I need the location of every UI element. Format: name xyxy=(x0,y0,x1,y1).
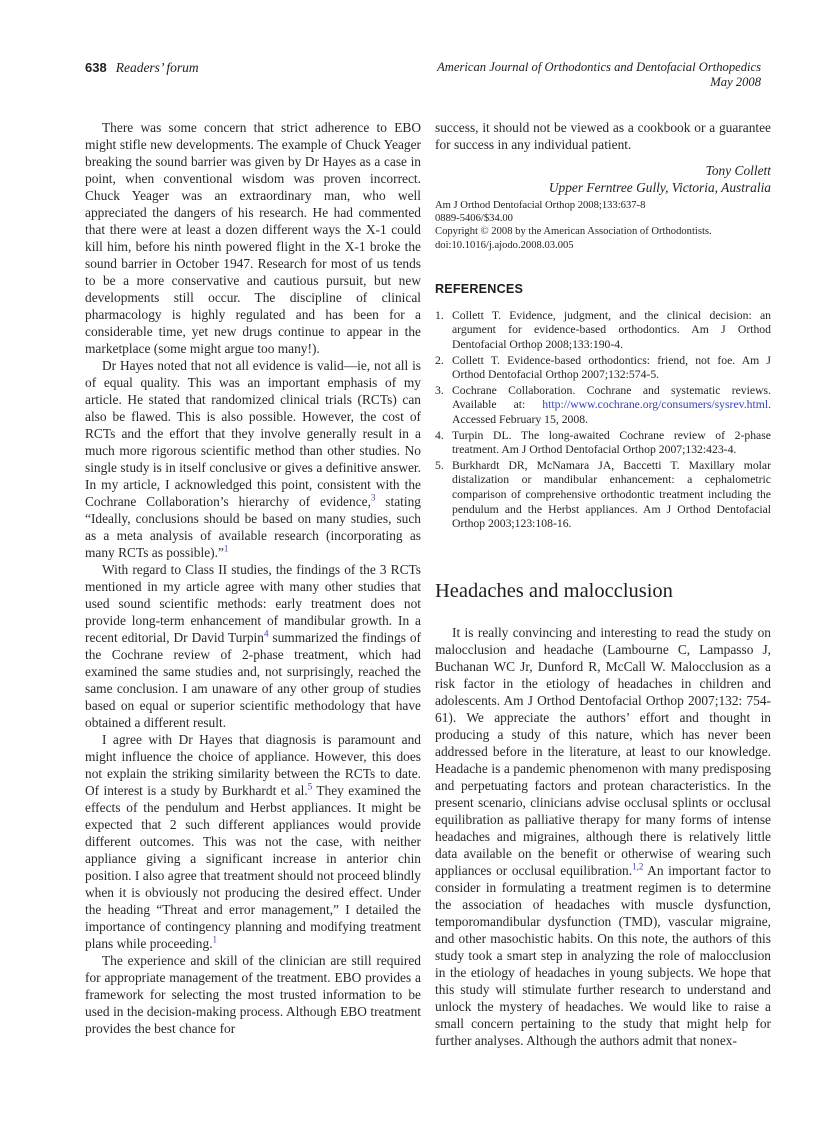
reference-text xyxy=(452,459,771,532)
reference-number: 3. xyxy=(435,383,444,397)
text-run: Collett T. Evidence-based orthodontics: friend, not foe. Am J Orthod Dentofacial Orthop 2007;132:574-5. xyxy=(452,353,771,382)
text-run: Cochrane Collaboration. Cochrane and systematic reviews. Available at: xyxy=(452,383,771,412)
text-run: Dr Hayes noted that not all evidence is valid—ie, not all is of equal quality. This was an important emphasis of my article. He stated that randomized clinical trials (RCTs) can also be flawed. This is also possible. However, the cost of RCTs and the effort that they involve generally result in a much more rigorous scientific method than other studies. No single study is in itself conclusive or gives a definitive answer. In my article, I acknowledged this point, consistent with the Cochrane Collaboration’s hierarchy of evidence, xyxy=(85,358,421,509)
signature-name: Tony Collett xyxy=(705,163,771,178)
article-title: Headaches and malocclusion xyxy=(435,579,673,602)
text-run: Burkhardt DR, McNamara JA, Baccetti T. Maxillary molar distalization or mandibular enhancement: a cephalometric comparison of comprehensive orthodontic treatment including the pendulum and the Herbst appliances. Am J Orthod Dentofacial Orthop 2003;123:108-16. xyxy=(452,458,771,531)
text-run: They examined the effects of the pendulum and Herbst appliances. It might be expected that 2 such different appliances would provide different outcomes. This was not the case, with neither appliance giving a significant increase in anterior chin position. I also agree that treatment should not proceed blindly when it is obviously not producing the desired effect. Under the heading “Threat and error management,” I detailed the importance of contingency planning and modifying treatment plans while proceeding. xyxy=(85,783,421,951)
body-paragraph xyxy=(435,119,771,153)
text-run: Collett T. Evidence, judgment, and the clinical decision: an argument for evidence-based orthodontics. Am J Orthod Dentofacial Orthop 2008;133:190-4. xyxy=(452,308,771,351)
citation-ref-superscript[interactable]: 4 xyxy=(263,628,269,639)
signature-location: Upper Ferntree Gully, Victoria, Australia xyxy=(548,180,771,195)
reference-item xyxy=(435,354,771,383)
citation-info xyxy=(435,199,771,252)
journal-name: American Journal of Orthodontics and Dentofacial Orthopedics xyxy=(437,60,761,74)
text-run: An important factor to consider in formulating a treatment regimen is to determine the association of headaches with muscle dysfunction, temporomandibular dysfunction (TMD), vascular migraine, and other masochistic habits. On this note, the authors of this study took a smart step in analyzing the role of malocclusion in the etiology of headaches in young subjects. We hope that this study will stimulate further research to understand and unlock the mystery of headaches. We would like to raise a small concern pertaining to the study that might help for further analyses. Although the authors admit that nonex- xyxy=(435,862,772,1048)
citation-ref-superscript[interactable]: 1 xyxy=(223,543,229,554)
citation-line: Am J Orthod Dentofacial Orthop 2008;133:637-8 xyxy=(435,200,646,211)
body-paragraph xyxy=(85,952,421,1037)
page-number: 638 xyxy=(85,60,107,75)
body-paragraph xyxy=(85,561,421,731)
reference-item xyxy=(435,309,771,353)
citation-ref-superscript[interactable]: 3 xyxy=(370,492,376,503)
header-right xyxy=(437,60,761,89)
citation-ref-superscript[interactable]: 1 xyxy=(212,934,218,945)
reference-number: 1. xyxy=(435,308,444,322)
reference-number: 4. xyxy=(435,428,444,442)
reference-number: 2. xyxy=(435,353,444,367)
reference-text xyxy=(452,384,771,428)
reference-item xyxy=(435,429,771,458)
reference-text xyxy=(452,429,771,458)
page-header xyxy=(85,60,761,89)
external-link[interactable]: http://www.cochrane.org/consumers/sysrev.html xyxy=(542,398,769,412)
text-run: summarized the findings of the Cochrane review of 2-phase treatment, which had examined the same studies and, not surprisingly, reached the same conclusion. I am unaware of any other group of studies based on equal or superior scientific methodology that have obtained a different result. xyxy=(85,630,421,730)
text-run: stating “Ideally, conclusions should be based on many studies, such as a meta analysis of available research (incorporating as many RCTs as possible).” xyxy=(85,494,421,560)
text-run: It is really convincing and interesting to read the study on malocclusion and headache (Lambourne C, Lampasso J, Buchanan WC Jr, Dunford R, McCall W. Malocclusion as a risk factor in the etiology of headaches in children and adolescents. Am J Orthod Dentofacial Orthop 2007;132: 754-61). We appreciate the authors’ effort and thought in producing a study of this nature, which has never been addressed before in the literature, at least to our knowledge. Headache is a pandemic phenomenon with many predisposing and perpetuating factors and protean characteristics. In the present scenario, clinicians advise occlusal splints or occlusal equilibration as palliative therapy for many forms of intense headaches and migraines, although there is relatively little data available on the benefit or otherwise of wearing such appliances or occlusal equilibration. xyxy=(435,624,771,878)
issue-date: May 2008 xyxy=(710,74,761,89)
citation-ref-superscript[interactable]: 1,2 xyxy=(632,861,644,872)
citation-ref-superscript[interactable]: 5 xyxy=(307,781,313,792)
text-run: With regard to Class II studies, the findings of the 3 RCTs mentioned in my article agree with many other studies that used sound scientific methods: early treatment does not provide long-term enhancement of mandibular growth. In a recent editorial, Dr David Turpin xyxy=(85,562,421,645)
text-run: There was some concern that strict adherence to EBO might stifle new developments. The example of Chuck Yeager breaking the sound barrier was given by Dr Hayes as a case in point, when conventional wisdom was proven incorrect. Chuck Yeager was an extraordinary man, who well appreciated the dangers of his research. He had commented that there were at least a dozen different ways the X-1 could kill him, before his ninth powered flight in the X-1 broke the sound barrier in October 1947. Research for most of us tends to be a more conservative and cautious pursuit, but new developments still occur. The discipline of clinical pharmacology is highly regulated and has been for a considerable time, yet new drugs continue to appear in the marketplace (some might argue too many!). xyxy=(85,120,421,356)
reference-number: 5. xyxy=(435,458,444,472)
article-paragraph xyxy=(435,624,771,1049)
header-left xyxy=(85,60,199,75)
text-run: I agree with Dr Hayes that diagnosis is paramount and might influence the choice of appliance. However, this does not explain the striking similarity between the RCTs to date. Of interest is a study by Burkhardt et al. xyxy=(85,732,421,798)
right-column xyxy=(435,119,771,1049)
text-run: success, it should not be viewed as a cookbook or a guarantee for success in any individual patient. xyxy=(435,120,771,152)
body-paragraph xyxy=(85,731,421,952)
section-title: Readers’ forum xyxy=(115,60,199,75)
citation-line: doi:10.1016/j.ajodo.2008.03.005 xyxy=(435,239,574,251)
two-column-text xyxy=(85,119,771,1049)
left-column xyxy=(85,119,421,1049)
references-list xyxy=(435,309,771,532)
citation-line: Copyright © 2008 by the American Association of Orthodontists. xyxy=(435,226,712,238)
reference-item xyxy=(435,459,771,532)
reference-text xyxy=(452,354,771,383)
reference-text xyxy=(452,309,771,353)
references-title: REFERENCES xyxy=(435,281,524,296)
reference-item xyxy=(435,384,771,428)
text-run: The experience and skill of the clinician are still required for appropriate management of the treatment. EBO provides a framework for selecting the most trusted information to be used in the decision-making process. Although EBO treatment provides the best chance for xyxy=(85,953,421,1036)
body-paragraph xyxy=(85,119,421,357)
citation-line: 0889-5406/$34.00 xyxy=(435,213,513,225)
text-run: . Accessed February 15, 2008. xyxy=(452,398,771,426)
signature-block xyxy=(435,162,771,196)
text-run: Turpin DL. The long-awaited Cochrane review of 2-phase treatment. Am J Orthod Dentofacial Orthop 2007;132:423-4. xyxy=(452,428,771,457)
body-paragraph xyxy=(85,357,421,561)
